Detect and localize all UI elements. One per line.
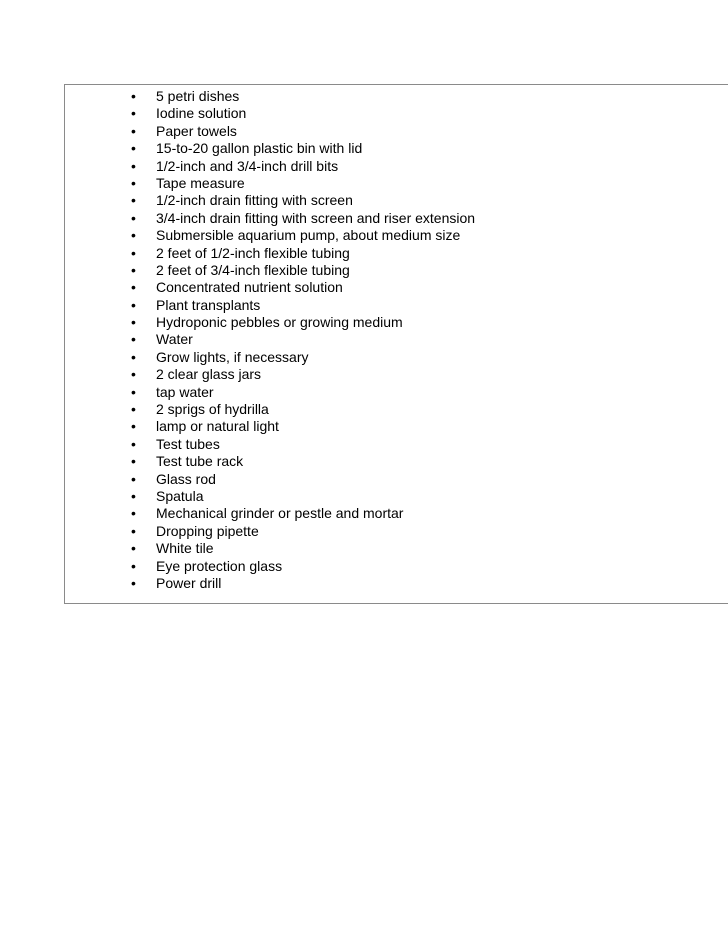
list-item [65,436,475,453]
bullet-icon: • [131,192,136,209]
bullet-icon: • [131,227,136,244]
list-item [65,453,475,470]
list-item-label: Tape measure [156,174,245,191]
list-item-label: Glass rod [156,470,216,487]
list-item [65,175,475,192]
list-item [65,401,475,418]
list-item-label: tap water [156,383,214,400]
list-item [65,297,475,314]
list-item [65,210,475,227]
list-item-label: Mechanical grinder or pestle and mortar [156,505,404,522]
list-item [65,192,475,209]
bullet-icon: • [131,279,136,296]
bullet-icon: • [131,314,136,331]
bullet-icon: • [131,487,136,504]
bullet-icon: • [131,540,136,557]
bullet-icon: • [131,383,136,400]
list-item [65,558,475,575]
list-item-label: Test tube rack [156,453,244,470]
list-item [65,123,475,140]
bullet-icon: • [131,505,136,522]
list-item [65,366,475,383]
bullet-icon: • [131,88,136,104]
list-item-label: Submersible aquarium pump, about medium size [156,227,461,244]
list-item-label: lamp or natural light [156,418,279,435]
list-item [65,349,475,366]
list-item [65,279,475,296]
list-item-label: Eye protection glass [156,557,283,574]
bullet-icon: • [131,157,136,174]
materials-box [64,84,728,604]
list-item-label: 1/2-inch drain fitting with screen [156,192,353,209]
bullet-icon: • [131,366,136,383]
list-item [65,140,475,157]
list-item-label: Hydroponic pebbles or growing medium [156,314,403,331]
bullet-icon: • [131,435,136,452]
list-item-label: Iodine solution [156,105,247,122]
list-item [65,227,475,244]
list-item-label: Power drill [156,574,222,591]
list-item-label: 15-to-20 gallon plastic bin with lid [156,140,363,157]
bullet-icon: • [131,261,136,278]
bullet-icon: • [131,522,136,539]
bullet-icon: • [131,470,136,487]
list-item-label: 2 clear glass jars [156,366,262,383]
bullet-icon: • [131,122,136,139]
bullet-icon: • [131,418,136,435]
list-item-label: 3/4-inch drain fitting with screen and riser extension [156,209,476,226]
bullet-icon: • [131,174,136,191]
list-item [65,158,475,175]
list-item-label: 2 feet of 1/2-inch flexible tubing [156,244,350,261]
list-item-label: Grow lights, if necessary [156,348,309,365]
list-item [65,575,475,592]
list-item-label: Spatula [156,487,204,504]
list-item-label: White tile [156,540,214,557]
bullet-icon: • [131,574,136,591]
bullet-icon: • [131,244,136,261]
list-item-label: 2 feet of 3/4-inch flexible tubing [156,261,350,278]
list-item [65,262,475,279]
list-item [65,88,475,105]
list-item-label: Plant transplants [156,296,261,313]
list-item-label: 5 petri dishes [156,88,240,104]
bullet-icon: • [131,296,136,313]
bullet-icon: • [131,453,136,470]
list-item-label: 2 sprigs of hydrilla [156,401,269,418]
list-item-label: 1/2-inch and 3/4-inch drill bits [156,157,339,174]
bullet-icon: • [131,140,136,157]
list-item [65,384,475,401]
bullet-icon: • [131,209,136,226]
list-item [65,314,475,331]
list-item [65,488,475,505]
list-item [65,523,475,540]
bullet-icon: • [131,557,136,574]
list-item-label: Test tubes [156,435,220,452]
list-item [65,505,475,522]
bullet-icon: • [131,331,136,348]
list-item-label: Paper towels [156,122,237,139]
list-item [65,540,475,557]
bullet-icon: • [131,105,136,122]
list-item [65,471,475,488]
list-item-label: Concentrated nutrient solution [156,279,343,296]
bullet-icon: • [131,401,136,418]
list-item [65,245,475,262]
bullet-icon: • [131,348,136,365]
list-item [65,105,475,122]
list-item-label: Water [156,331,193,348]
list-item-label: Dropping pipette [156,522,259,539]
list-item [65,418,475,435]
materials-list [65,88,475,592]
list-item [65,331,475,348]
